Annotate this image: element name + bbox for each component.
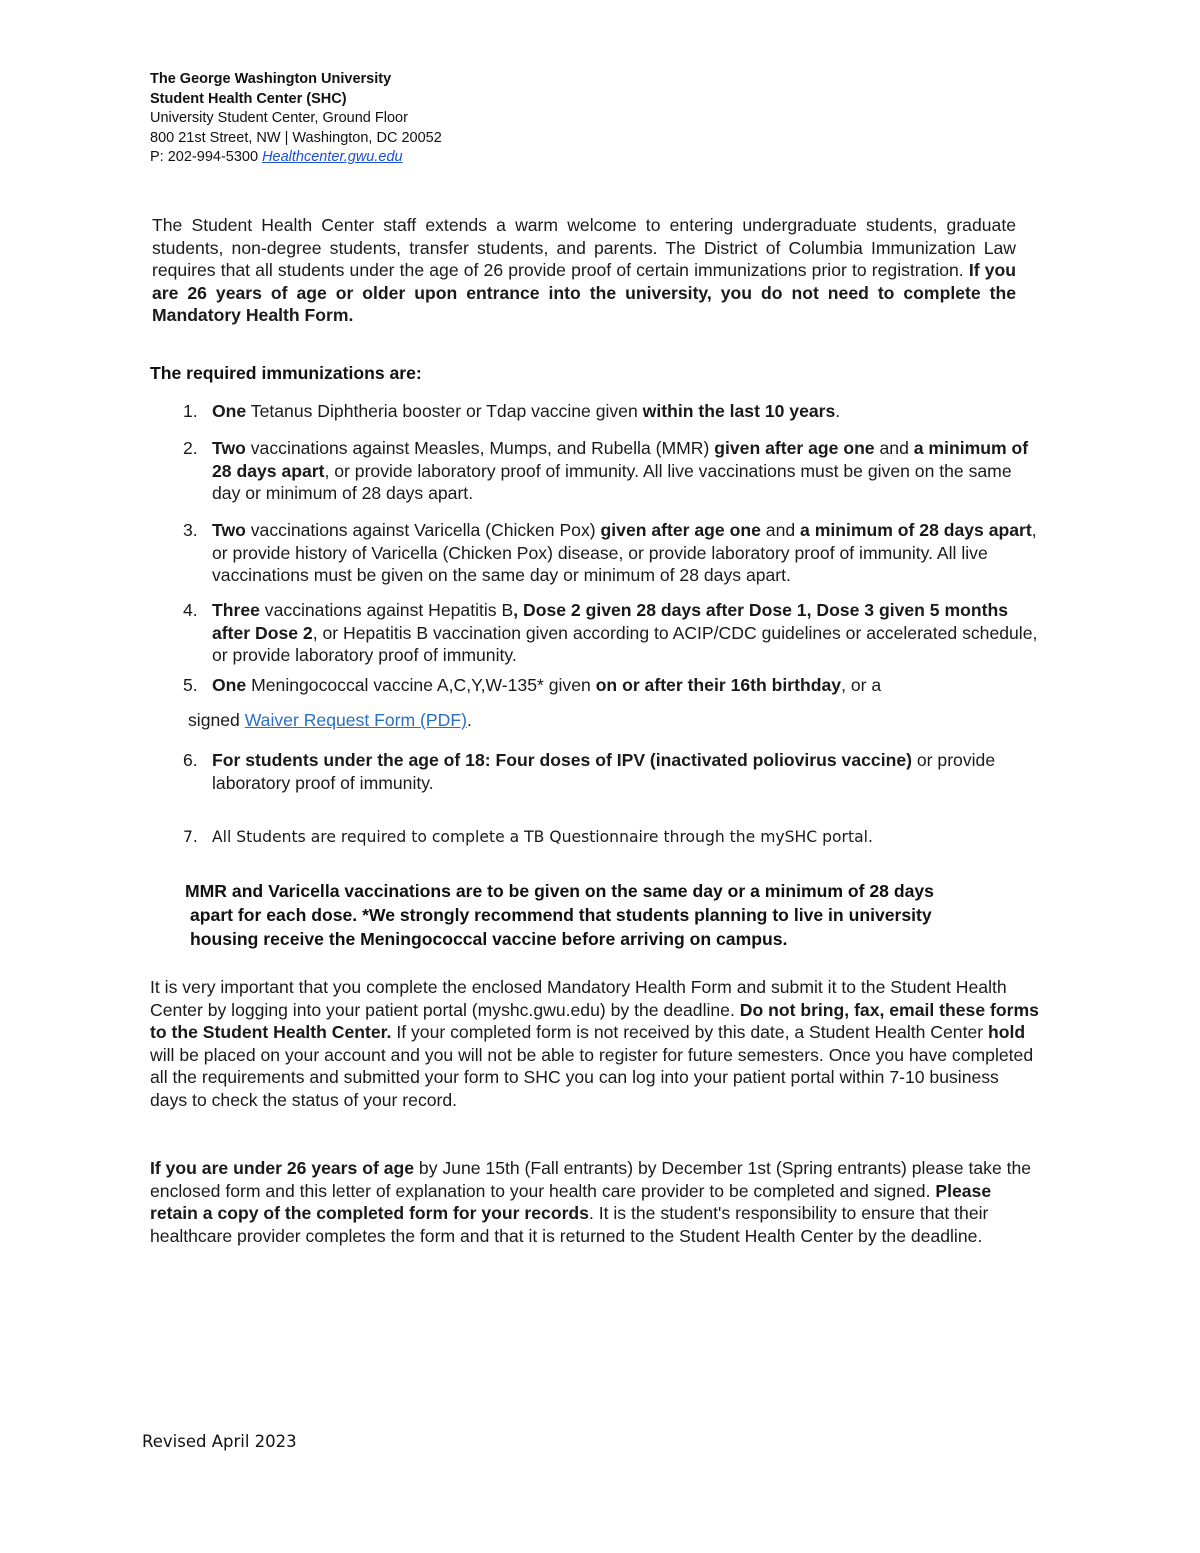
text-run: . It is the student's responsibility to ensure that their healthcare provider completes the form and that it is returned to the Student Health Center by the deadline. [150, 1203, 989, 1246]
contact-line [150, 148, 442, 168]
text-run: , or provide laboratory proof of immunity. All live vaccinations must be given on the same day or minimum of 28 days apart. [212, 460, 1012, 504]
bold-text: Three [212, 600, 260, 620]
list-number: 6. [183, 750, 198, 770]
text-run: and [874, 438, 914, 458]
bold-text: One [212, 401, 247, 421]
list-number: 4. [183, 600, 198, 620]
bold-text: Two [212, 438, 246, 458]
submission-paragraph [150, 976, 1040, 1112]
waiver-line [188, 710, 472, 731]
letterhead [150, 70, 442, 168]
text-run: , or a [841, 675, 882, 695]
text-run: If your completed form is not received by this date, a Student Health Center [391, 1022, 988, 1043]
list-number: 3. [183, 520, 198, 540]
bold-text: , Dose 2 given 28 days after Dose 1, Dose 3 given 5 months after Dose 2 [212, 600, 1008, 643]
bold-text: Two [212, 520, 246, 540]
bold-text: a minimum of 28 days apart [800, 520, 1032, 540]
bold-text: Do not bring, fax, email these forms to the Student Health Center. [150, 999, 1039, 1043]
text-run: vaccinations against Hepatitis B [259, 600, 514, 620]
center-name: Student Health Center (SHC) [150, 90, 347, 107]
center-location: University Student Center, Ground Floor [150, 110, 408, 126]
list-text [212, 400, 840, 423]
text-run: by June 15th (Fall entrants) by December 1st (Spring entrants) please take the enclosed form and this letter of explanation to your health care provider to be completed and signed. [150, 1158, 1032, 1201]
bold-text: a minimum of 28 days apart [212, 438, 1029, 481]
intro-bold-text: If you are 26 years of age or older upon entrance into the university, you do not need to complete the Mandatory Health Form. [152, 260, 1016, 326]
text-run: Meningococcal vaccine A,C,Y,W-135* given [246, 675, 596, 695]
text-run: vaccinations against Varicella (Chicken Pox) [245, 520, 601, 540]
note-line: MMR and Varicella vaccinations are to be given on the same day or a minimum of 28 days [185, 881, 934, 901]
list-number: 5. [183, 675, 198, 695]
university-name: The George Washington University [150, 71, 392, 87]
waiver-request-link[interactable]: Waiver Request Form (PDF) [244, 710, 467, 730]
list-text [212, 749, 1043, 794]
bold-text: within the last 10 years [642, 401, 836, 421]
note-line: apart for each dose. *We strongly recommend that students planning to live in university [190, 905, 932, 926]
bold-text: One [212, 675, 247, 695]
vaccination-note [185, 879, 1035, 952]
list-number: 1. [183, 401, 198, 421]
text-run: , or Hepatitis B vaccination given according to ACIP/CDC guidelines or accelerated schedule, or provide laboratory proof of immunity. [212, 622, 1038, 666]
list-text [212, 437, 1043, 505]
list-text [212, 519, 1043, 587]
list-text [212, 674, 881, 697]
bold-text: If you are under 26 years of age [150, 1158, 415, 1178]
text-run: will be placed on your account and you will not be able to register for future semesters. Once you have completed all the requirements and submitted your form to SHC you can log into your patient portal within 7-10 business days to check the status of your record. [150, 1044, 1034, 1110]
bold-text: hold [988, 1022, 1026, 1043]
center-address: 800 21st Street, NW | Washington, DC 20052 [150, 129, 442, 146]
list-text [212, 599, 1043, 667]
text-run: All Students are required to complete a TB Questionnaire through the mySHC portal. [212, 828, 873, 846]
text-run: or provide laboratory proof of immunity. [212, 750, 996, 793]
text-run: and [760, 520, 801, 540]
intro-text: The Student Health Center staff extends a warm welcome to entering undergraduate students, graduate students, non-degree students, transfer students, and parents. The District of Columbia Immunization Law requires that all students under the age of 26 provide proof of certain immunizations prior to registration. [152, 215, 1016, 281]
bold-text: on or after their 16th birthday [595, 675, 842, 695]
bold-text: For students under the age of 18: Four doses of IPV (inactivated poliovirus vaccine) [212, 750, 912, 770]
bold-text: given after age one [600, 520, 761, 540]
text-run: . [835, 401, 841, 421]
text-run: It is very important that you complete the enclosed Mandatory Health Form and submit it to the Student Health Center by logging into your patient portal (myshc.gwu.edu) by the deadline. [150, 977, 1007, 1020]
waiver-prefix: signed [188, 710, 245, 730]
waiver-suffix: . [466, 710, 472, 730]
text-run: vaccinations against Measles, Mumps, and Rubella (MMR) [245, 438, 715, 458]
text-run: Tetanus Diphtheria booster or Tdap vaccine given [246, 401, 643, 421]
list-number: 2. [183, 438, 198, 458]
website-link[interactable]: Healthcenter.gwu.edu [262, 149, 403, 165]
bold-text: given after age one [714, 438, 875, 458]
list-text [212, 826, 873, 849]
requirements-heading: The required immunizations are: [150, 363, 422, 383]
revision-footer: Revised April 2023 [142, 1432, 297, 1451]
list-number: 7. [183, 828, 198, 846]
bold-text: Please retain a copy of the completed form for your records [150, 1180, 992, 1224]
phone-number: P: 202-994-5300 [150, 149, 259, 165]
intro-paragraph [152, 214, 1016, 327]
provider-paragraph [150, 1157, 1040, 1247]
note-line: housing receive the Meningococcal vaccine before arriving on campus. [190, 929, 788, 950]
text-run: , or provide history of Varicella (Chicken Pox) disease, or provide laboratory proof of immunity. All live vaccinations must be given on the same day or minimum of 28 days apart. [212, 520, 1037, 586]
